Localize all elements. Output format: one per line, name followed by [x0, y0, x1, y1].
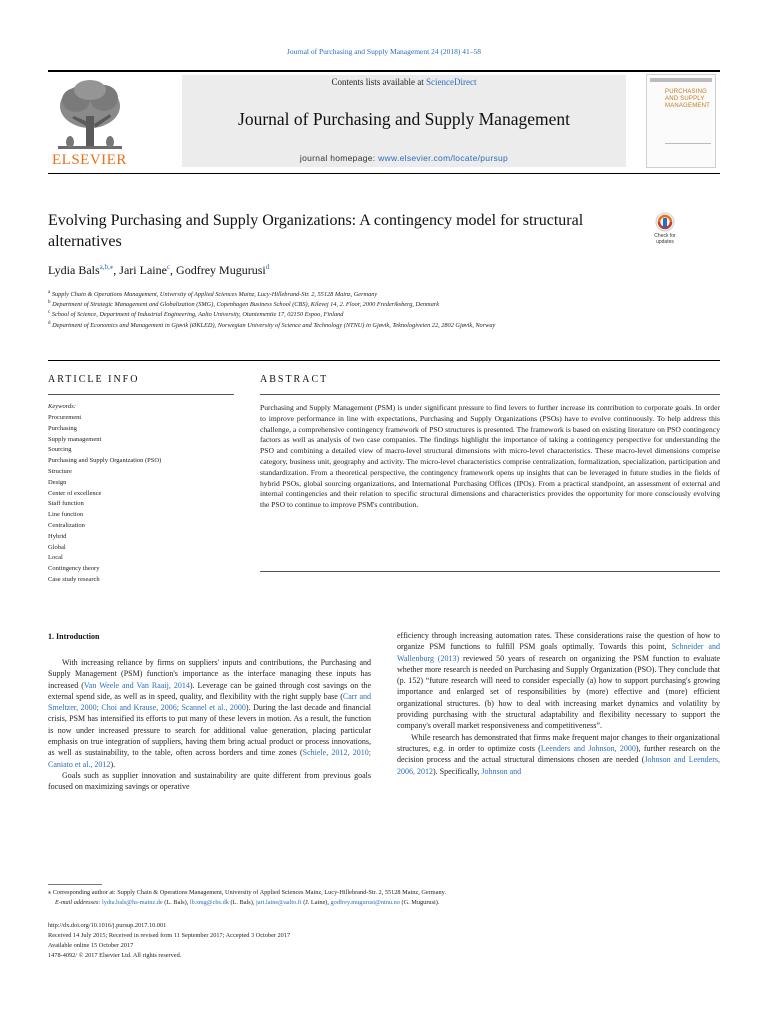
keyword-item: Hybrid	[48, 532, 67, 540]
affiliation-text: Department of Economics and Management in Gjøvik (ØKLED), Norwegian University of Science and Technology (NTNU) in Gjøvik, Teknologiveien 22, 2802 Gjøvik, Norway	[52, 322, 496, 330]
email-link[interactable]: jari.laine@aalto.fi	[255, 899, 302, 906]
cover-header-bar	[650, 78, 712, 82]
affiliation-item	[48, 309, 720, 319]
homepage-prefix: journal homepage:	[299, 153, 379, 163]
paragraph-text: efficiency through increasing automation rates. These considerations raise the question of how to organize PSM functions to fulfill PSM goals optimally. Towards this point,	[397, 631, 720, 652]
keyword-item: Line function	[48, 511, 84, 519]
article-title: Evolving Purchasing and Supply Organizations: A contingency model for structural alternatives	[48, 212, 584, 250]
email-owner: (J. Laine),	[301, 899, 331, 906]
cover-title: PURCHASING AND SUPPLY MANAGEMENT	[665, 89, 711, 109]
abstract-bottom-rule	[260, 571, 720, 572]
email-owner: (G. Mugurusi).	[399, 899, 440, 906]
affiliation-text: School of Science, Department of Industrial Engineering, Aalto University, Otaniementie 17, 02150 Espoo, Finland	[51, 311, 344, 319]
journal-homepage-line	[182, 153, 626, 163]
keyword-item: Purchasing and Supply Organization (PSO)	[48, 457, 162, 465]
paragraph-text: ). During the last decade and financial crisis, PSM has intensified its efforts to put many of these levers in motion. As a result, the function is now under increased pressure to search for additional value generation, placing particular emphasis on true integration of suppliers, having them bring actual product or process innovations, as well as sustainability, to the table, often across borders and time zones (	[48, 703, 371, 758]
citation-link[interactable]: Schiele, 2012, 2010; Caniato et al., 2012	[48, 748, 371, 769]
corresponding-author-note: ⁎ Corresponding author at: Supply Chain & Operations Management, University of Applied Sciences Mainz, Lucy-Hillebrand-Str. 2, 55128 Mainz, Germany.	[48, 889, 446, 896]
journal-title: Journal of Purchasing and Supply Management	[238, 109, 570, 129]
affiliation-mark: c	[48, 310, 51, 315]
keyword-item: Supply management	[48, 435, 102, 443]
keyword-item: Global	[48, 543, 66, 551]
keyword-item: Procurement	[48, 414, 82, 421]
keyword-item: Sourcing	[48, 446, 72, 454]
affiliation-text: Department of Strategic Management and Globalization (SMG), Copenhagen Business School (CBS), Kilevej 14, 2. Floor, 2000 Frederiksberg, Denmark	[52, 301, 439, 309]
paragraph	[397, 732, 720, 777]
keyword-item: Design	[48, 478, 67, 486]
received-dates: Received 14 July 2015; Received in revised form 11 September 2017; Accepted 3 October 2017	[48, 932, 291, 939]
abstract-text: Purchasing and Supply Management (PSM) is under significant pressure to find levers to further increase its contribution to corporate goals. In order to improve performance in line with expectations, Purchasing and Supply Organizations (PSOs) have to evolve continuously. To help address this challenge, a comprehensive contingency framework of PSO structures is presented. The framework is based on existing literature on PSO contingency factors as well as analysis of two case companies. The findings highlight the importance of taking a contingency perspective for understanding the PSO and combining a detailed view of macro-level structural dimensions with micro-level characteristics. These macro-level dimensions comprise category, business unit, geography and activity. The micro-level characteristics comprise centralization, formalization, specialization, participation and standardization. From a theoretical perspective, the contingency framework opens up insights that can be leveraged in future studies in the fields of hybrid PSOs, global sourcing organizations, and International Purchasing Offices (IPOs). From a practical standpoint, an assessment of external and internal contingencies and their relation to specific structural dimensions and characteristics provides the opportunity for more consciously evolving the PSO to continue to improve PSM's contribution.	[260, 403, 720, 510]
abstract-heading: ABSTRACT	[260, 374, 329, 385]
paragraph-text: While research has demonstrated that firms make frequent major changes to their organizational structures, e.g. in order to optimize costs (	[397, 732, 720, 753]
affiliation-item	[48, 320, 648, 330]
email-label: E-mail addresses:	[55, 899, 102, 906]
footnote-rule	[48, 884, 102, 885]
affiliation-mark: b	[48, 300, 51, 305]
email-link[interactable]: lb.smg@cbs.dk	[189, 899, 229, 906]
affiliation-mark: d	[48, 321, 51, 326]
check-for-updates-icon	[648, 212, 682, 234]
email-link[interactable]: lydia.bals@hs-mainz.de	[102, 899, 163, 906]
paragraph-text: With increasing reliance by firms on suppliers' inputs and contributions, the Purchasing and Supply Management (PSM) function's importance as the interface managing these inputs has increased (	[48, 658, 371, 690]
author-name: Godfrey Mugurusi	[176, 263, 266, 277]
contents-prefix: Contents lists available at	[331, 77, 426, 87]
keyword-item: Centralization	[48, 521, 85, 529]
masthead-bottom-rule	[48, 173, 720, 174]
paragraph-text: ), further research on the decision process and the actual structural dimensions chosen are needed (	[397, 743, 720, 765]
author-affiliation-marks[interactable]: c	[166, 263, 171, 271]
email-link[interactable]: godfrey.mugurusi@ntnu.no	[330, 899, 400, 906]
masthead-center-panel	[182, 75, 626, 167]
keywords-list	[48, 413, 228, 586]
paragraph-text: ). Specifically,	[433, 766, 482, 776]
author-list: Lydia Bals$^{a,b,⁎}$, Jari Laine$^c$, Godfrey Mugurusi$^d$	[48, 263, 270, 277]
journal-reference[interactable]: Journal of Purchasing and Supply Management 24 (2018) 41–58	[286, 47, 482, 56]
author-affiliation-marks[interactable]: d	[265, 263, 270, 271]
citation-link[interactable]: Van Weele and Van Raaij, 2014	[83, 680, 190, 690]
abstract-rule	[260, 394, 720, 395]
contents-available-line	[182, 77, 626, 87]
affiliation-text: Supply Chain & Operations Management, University of Applied Sciences Mainz, Lucy-Hillebrand-Str. 2, 55128 Mainz, Germany	[51, 291, 378, 299]
keyword-item: Structure	[48, 467, 72, 475]
citation-link[interactable]: Johnson and Leenders, 2006, 2012	[397, 755, 721, 776]
paragraph: Goals such as supplier innovation and sustainability are quite different from previous goals focused on maximizing savings or operative	[48, 770, 371, 792]
masthead-top-rule	[48, 70, 720, 72]
article-info-rule	[48, 394, 234, 395]
body-column-right	[397, 630, 720, 777]
check-for-updates-badge[interactable]	[648, 212, 682, 248]
masthead	[48, 70, 720, 173]
paragraph-text: ).	[110, 759, 116, 769]
elsevier-wordmark: ELSEVIER	[52, 152, 127, 168]
copyright-line: 1478-4092/ © 2017 Elsevier Ltd. All rights reserved.	[48, 952, 182, 959]
keyword-item: Purchasing	[48, 424, 77, 432]
affiliation-item	[48, 299, 720, 309]
author-name: Lydia Bals	[48, 263, 100, 277]
paragraph-text: ). Leverage can be gained through cost savings on the external spend side, as well as in speed, quality, and flexibility with the right supply base (	[48, 680, 372, 701]
email-addresses-note	[48, 898, 720, 907]
author-affiliation-marks[interactable]: a,b,⁎	[99, 263, 114, 271]
keyword-item: Contingency theory	[48, 565, 100, 573]
paragraph	[397, 630, 720, 732]
section-divider	[48, 360, 720, 361]
keyword-item: Case study research	[48, 575, 100, 583]
sciencedirect-link[interactable]: ScienceDirect	[426, 77, 477, 87]
keyword-item: Staff function	[48, 500, 84, 508]
paragraph	[48, 657, 371, 770]
paragraph-text: reviewed 50 years of research on organizing the PSM function to evaluate whether more research is needed on Purchasing and Supply Organization (PSO). They conclude that (p. 152) “future research will need to consider especially (a) how to support purchasing's growing importance and enlarged set of responsibilities by (more) effective and (more) efficient organizational structures. (b) how to deal with increasing market dynamics and volatility by providing purchasing with the structural adaptability and flexibility necessary to support the company's overall market responsiveness and competitiveness”.	[397, 653, 720, 731]
check-for-updates-label: Check for updates	[654, 233, 676, 245]
keyword-item: Center of excellence	[48, 489, 102, 497]
section-heading-introduction: 1. Introduction	[48, 632, 100, 641]
available-online-date: Available online 15 October 2017	[48, 942, 134, 949]
cover-divider	[665, 143, 711, 144]
doi-link[interactable]: http://dx.doi.org/10.1016/j.pursup.2017.10.001	[48, 922, 167, 929]
article-info-heading: ARTICLE INFO	[48, 374, 140, 385]
journal-homepage-link[interactable]: www.elsevier.com/locate/pursup	[378, 153, 509, 163]
affiliation-mark: a	[48, 290, 51, 295]
affiliation-item	[48, 289, 720, 299]
keyword-item: Local	[48, 554, 63, 562]
email-owner: (L. Bals),	[228, 899, 256, 906]
author-name: Jari Laine	[119, 263, 167, 277]
citation-link[interactable]: Johnson and	[481, 766, 522, 776]
keywords-label: Keywords:	[48, 403, 76, 410]
citation-link[interactable]: Carr and Smeltzer, 2000; Choi and Krause, 2006; Scannel et al., 2000	[48, 691, 371, 713]
citation-link[interactable]: Schneider and Wallenburg (2013)	[397, 642, 720, 663]
journal-cover-thumbnail[interactable]	[646, 74, 716, 168]
citation-link[interactable]: Leenders and Johnson, 2000	[540, 743, 636, 753]
email-owner: (L. Bals),	[162, 899, 190, 906]
body-column-left	[48, 657, 371, 793]
